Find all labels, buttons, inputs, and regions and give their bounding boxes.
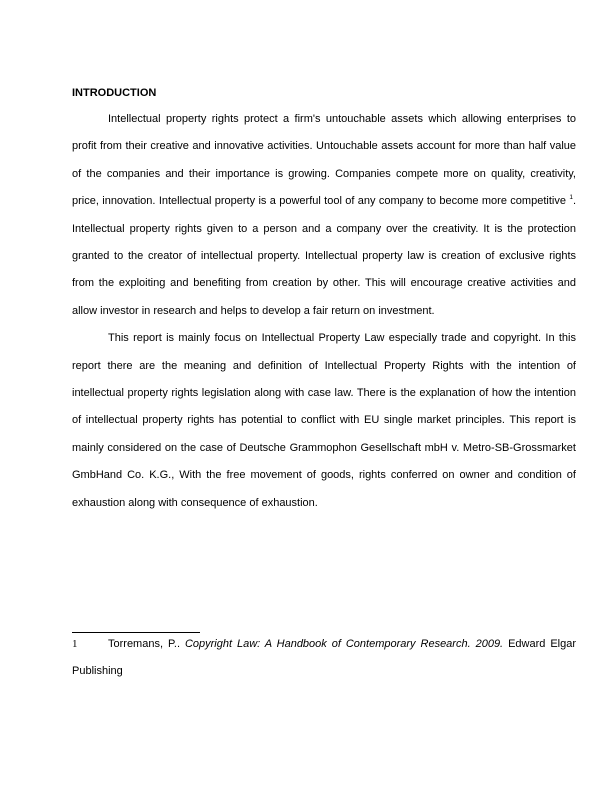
paragraph-1-text-a: Intellectual property rights protect a firm's untouchable assets which allowing enterprises to profit from their creative and innovative activities. Untouchable assets account for more than half value of the companies and their importance is growing. Companies compete more on quality, creativity, price, innovation. Intellectual property is a powerful tool of any company to become more competitive <box>72 113 576 208</box>
footnote-title: Copyright Law: A Handbook of Contemporary Research. 2009. <box>184 638 504 650</box>
paragraph-1-text-b: . Intellectual property rights given to a person and a company over the creativity. It is the protection granted to the creator of intellectual property. Intellectual property law is creation of exclusive rights from the exploiting and benefiting from creation by other. This will encourage creative activities and allow investor in research and helps to develop a fair return on investment. <box>72 195 576 317</box>
paragraph-2: This report is mainly focus on Intellectual Property Law especially trade and copyright. In this report there are the meaning and definition of Intellectual Property Rights with the intention of intellectual property rights legislation along with case law. There is the explanation of how the intention of intellectual property rights has potential to conflict with EU single market principles. This report is mainly considered on the case of Deutsche Grammophon Gesellschaft mbH v. Metro-SB-Grossmarket GmbHand Co. K.G., With the free movement of goods, rights conferred on owner and condition of exhaustion along with consequence of exhaustion. <box>72 332 576 509</box>
footnote-number: 1 <box>72 638 78 650</box>
footnote <box>72 631 576 686</box>
body-text <box>72 106 576 517</box>
section-heading: INTRODUCTION <box>72 87 157 99</box>
footnote-author: Torremans, P.. <box>108 638 185 650</box>
footnote-publisher: Edward Elgar Publishing <box>72 638 577 678</box>
paragraph-1 <box>72 106 576 325</box>
footnote-reference: 1 <box>569 194 573 202</box>
